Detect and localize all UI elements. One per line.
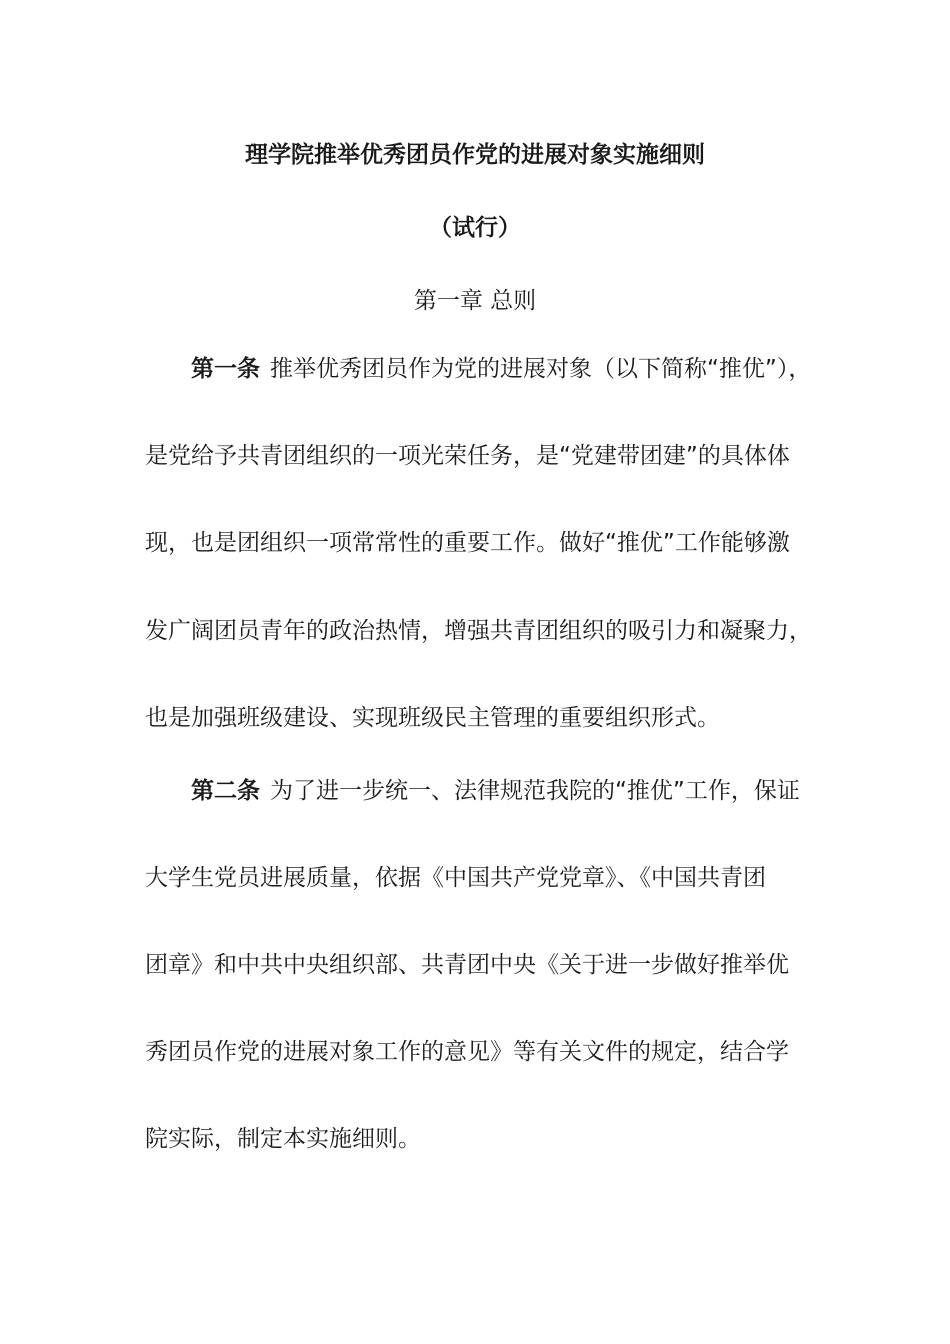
chapter-heading: 第一章 总则 — [413, 288, 537, 314]
article-1-label: 第一条 — [191, 356, 260, 382]
article-1-line-2: 是党给予共青团组织的一项光荣任务，是“党建带团建”的具体体 — [145, 443, 790, 469]
article-2-line-3: 团章》和中共中央组织部、共青团中央《关于进一步做好推举优 — [145, 952, 789, 978]
article-1-line-4: 发广阔团员青年的政治热情，增强共青团组织的吸引力和凝聚力， — [145, 618, 812, 644]
article-2-line-2: 大学生党员进展质量，依据《中国共产党党章》、《中国共青团 — [145, 865, 766, 891]
article-1-line-5: 也是加强班级建设、实现班级民主管理的重要组织形式。 — [145, 705, 720, 731]
article-2-line-1: 为了进一步统一、法律规范我院的“推优”工作，保证 — [270, 778, 800, 804]
article-2-line-4: 秀团员作党的进展对象工作的意见》等有关文件的规定，结合学 — [145, 1039, 789, 1065]
document-title: 理学院推举优秀团员作党的进展对象实施细则 — [245, 142, 705, 168]
article-2-label: 第二条 — [191, 778, 260, 804]
article-2-first-line — [191, 776, 800, 806]
article-1-line-3: 现，也是团组织一项常常性的重要工作。做好“推优”工作能够激 — [145, 530, 790, 556]
article-1-first-line — [191, 354, 811, 384]
article-1-line-1: 推举优秀团员作为党的进展对象（以下简称“推优”）， — [270, 356, 812, 382]
article-2-line-5: 院实际，制定本实施细则。 — [145, 1126, 421, 1152]
document-subtitle: （试行） — [429, 215, 521, 241]
